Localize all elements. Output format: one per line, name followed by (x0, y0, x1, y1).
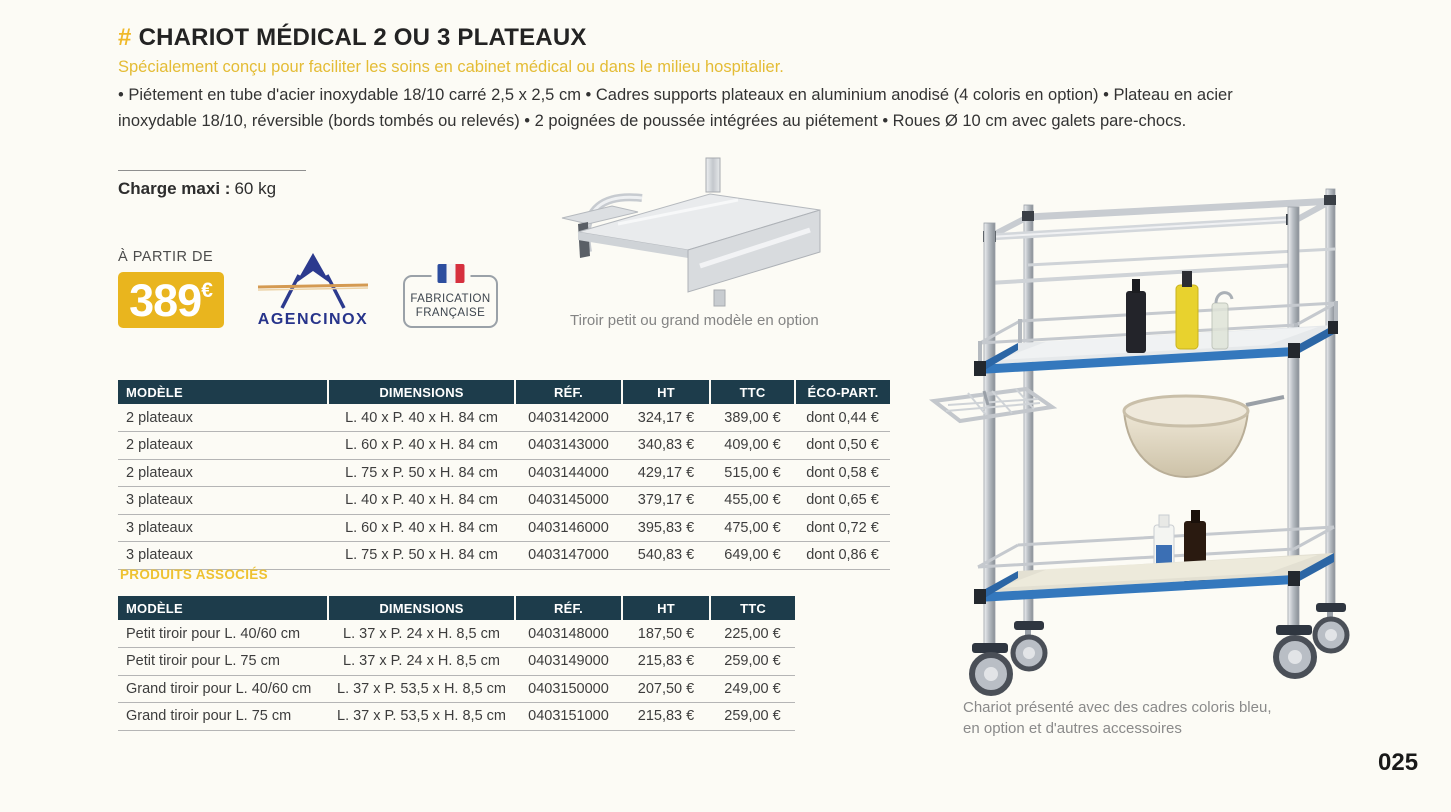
table-cell: L. 37 x P. 24 x H. 8,5 cm (328, 648, 515, 676)
column-header: DIMENSIONS (328, 380, 515, 404)
table-cell: 215,83 € (622, 703, 710, 731)
table-cell: 515,00 € (710, 459, 795, 487)
agencinox-logo (248, 250, 378, 330)
table-cell: dont 0,50 € (795, 432, 890, 460)
table-cell: 215,83 € (622, 648, 710, 676)
caster-back-left (1013, 621, 1045, 669)
table-cell: 540,83 € (622, 542, 710, 570)
compass-icon (296, 253, 330, 283)
cart-caption-line1: Chariot présenté avec des cadres coloris bleu, (963, 699, 1272, 716)
table-row (118, 703, 795, 731)
table-cell: 259,00 € (710, 703, 795, 731)
table-cell: 389,00 € (710, 404, 795, 432)
table-cell: Grand tiroir pour L. 40/60 cm (118, 675, 328, 703)
column-header: RÉF. (515, 596, 622, 620)
table-row (118, 648, 795, 676)
table-cell: 249,00 € (710, 675, 795, 703)
price-amount: 389 (129, 274, 202, 326)
table-row (118, 432, 890, 460)
page-subtitle: Spécialement conçu pour faciliter les soins en cabinet médical ou dans le milieu hospitalier. (118, 58, 784, 76)
french-flag-icon (431, 264, 470, 283)
table-row (118, 459, 890, 487)
table-cell: L. 37 x P. 53,5 x H. 8,5 cm (328, 675, 515, 703)
table-cell: dont 0,72 € (795, 514, 890, 542)
product-description: • Piétement en tube d'acier inoxydable 18/10 carré 2,5 x 2,5 cm • Cadres supports plateaux en aluminium anodisé (4 coloris en option) • Plateau en acier inoxydable 18/10, réversible (bords tombés ou relevés) • 2 poignées de poussée intégrées au piétement • Roues Ø 10 cm avec galets pare-chocs. (118, 86, 1233, 130)
table-cell: 0403145000 (515, 487, 622, 515)
page-number: 025 (1378, 749, 1419, 776)
table-row (118, 620, 795, 648)
main-product-table (118, 380, 890, 570)
table-row (118, 404, 890, 432)
table-cell: 225,00 € (710, 620, 795, 648)
table-cell: L. 37 x P. 24 x H. 8,5 cm (328, 620, 515, 648)
table-cell: L. 60 x P. 40 x H. 84 cm (328, 432, 515, 460)
table-cell: dont 0,86 € (795, 542, 890, 570)
caster-front-right (1276, 625, 1314, 676)
table-row (118, 514, 890, 542)
table-cell: 3 plateaux (118, 514, 328, 542)
table-header-row (118, 596, 795, 620)
table-cell: Grand tiroir pour L. 75 cm (118, 703, 328, 731)
column-header: HT (622, 596, 710, 620)
table-cell: L. 75 x P. 50 x H. 84 cm (328, 459, 515, 487)
table-header-row (118, 380, 890, 404)
cart-photo (928, 153, 1433, 701)
title-hash: # (118, 24, 132, 51)
table-cell: Petit tiroir pour L. 40/60 cm (118, 620, 328, 648)
title-text: CHARIOT MÉDICAL 2 OU 3 PLATEAUX (138, 24, 587, 51)
drawer-caption: Tiroir petit ou grand modèle en option (570, 312, 819, 329)
fabrication-line1: FABRICATION (410, 293, 491, 305)
table-cell: 2 plateaux (118, 432, 328, 460)
charge-label: Charge maxi : (118, 179, 231, 198)
table-cell: 207,50 € (622, 675, 710, 703)
table-cell: 0403144000 (515, 459, 622, 487)
table-cell: 0403150000 (515, 675, 622, 703)
column-header: HT (622, 380, 710, 404)
table-cell: 0403143000 (515, 432, 622, 460)
table-cell: 340,83 € (622, 432, 710, 460)
table-cell: L. 75 x P. 50 x H. 84 cm (328, 542, 515, 570)
table-cell: 0403146000 (515, 514, 622, 542)
associated-products-table (118, 596, 795, 731)
table-cell: L. 37 x P. 53,5 x H. 8,5 cm (328, 703, 515, 731)
drawer-photo (558, 152, 838, 307)
table-cell: 2 plateaux (118, 459, 328, 487)
table-cell: 0403142000 (515, 404, 622, 432)
table-cell: dont 0,65 € (795, 487, 890, 515)
caster-back-right (1315, 603, 1347, 651)
column-header: MODÈLE (118, 380, 328, 404)
logo-name: AGENCINOX (257, 311, 369, 328)
table-cell: 649,00 € (710, 542, 795, 570)
charge-maxi (118, 179, 276, 199)
table-cell: 324,17 € (622, 404, 710, 432)
column-header: MODÈLE (118, 596, 328, 620)
charge-value: 60 kg (234, 179, 277, 198)
table-cell: L. 60 x P. 40 x H. 84 cm (328, 514, 515, 542)
price-prefix: À PARTIR DE (118, 249, 214, 265)
cart-caption-line2: en option et d'autres accessoires (963, 720, 1182, 737)
column-header: ÉCO-PART. (795, 380, 890, 404)
table-cell: 187,50 € (622, 620, 710, 648)
table-cell: dont 0,58 € (795, 459, 890, 487)
column-header: DIMENSIONS (328, 596, 515, 620)
column-header: RÉF. (515, 380, 622, 404)
table-cell: 3 plateaux (118, 542, 328, 570)
table-cell: L. 40 x P. 40 x H. 84 cm (328, 404, 515, 432)
divider-line (118, 170, 306, 171)
column-header: TTC (710, 596, 795, 620)
table-cell: 475,00 € (710, 514, 795, 542)
euro-sign: € (201, 279, 213, 302)
page-title (118, 24, 587, 52)
table-cell: 409,00 € (710, 432, 795, 460)
table-cell: 0403147000 (515, 542, 622, 570)
fabrication-line2: FRANÇAISE (415, 306, 486, 319)
table-row (118, 487, 890, 515)
caster-front-left (972, 643, 1010, 693)
column-header: TTC (710, 380, 795, 404)
table-cell: 3 plateaux (118, 487, 328, 515)
table-cell: 259,00 € (710, 648, 795, 676)
table-cell: 0403149000 (515, 648, 622, 676)
associated-products-label: PRODUITS ASSOCIÉS (120, 567, 268, 582)
price-badge (118, 272, 224, 328)
table-cell: 0403148000 (515, 620, 622, 648)
table-cell: 455,00 € (710, 487, 795, 515)
table-cell: 0403151000 (515, 703, 622, 731)
cart-caption (963, 697, 1272, 739)
table-row (118, 542, 890, 570)
table-cell: 2 plateaux (118, 404, 328, 432)
table-cell: L. 40 x P. 40 x H. 84 cm (328, 487, 515, 515)
table-cell: 379,17 € (622, 487, 710, 515)
table-cell: 395,83 € (622, 514, 710, 542)
table-row (118, 675, 795, 703)
fabrication-francaise-badge (403, 264, 498, 328)
table-cell: 429,17 € (622, 459, 710, 487)
table-cell: dont 0,44 € (795, 404, 890, 432)
table-cell: Petit tiroir pour L. 75 cm (118, 648, 328, 676)
